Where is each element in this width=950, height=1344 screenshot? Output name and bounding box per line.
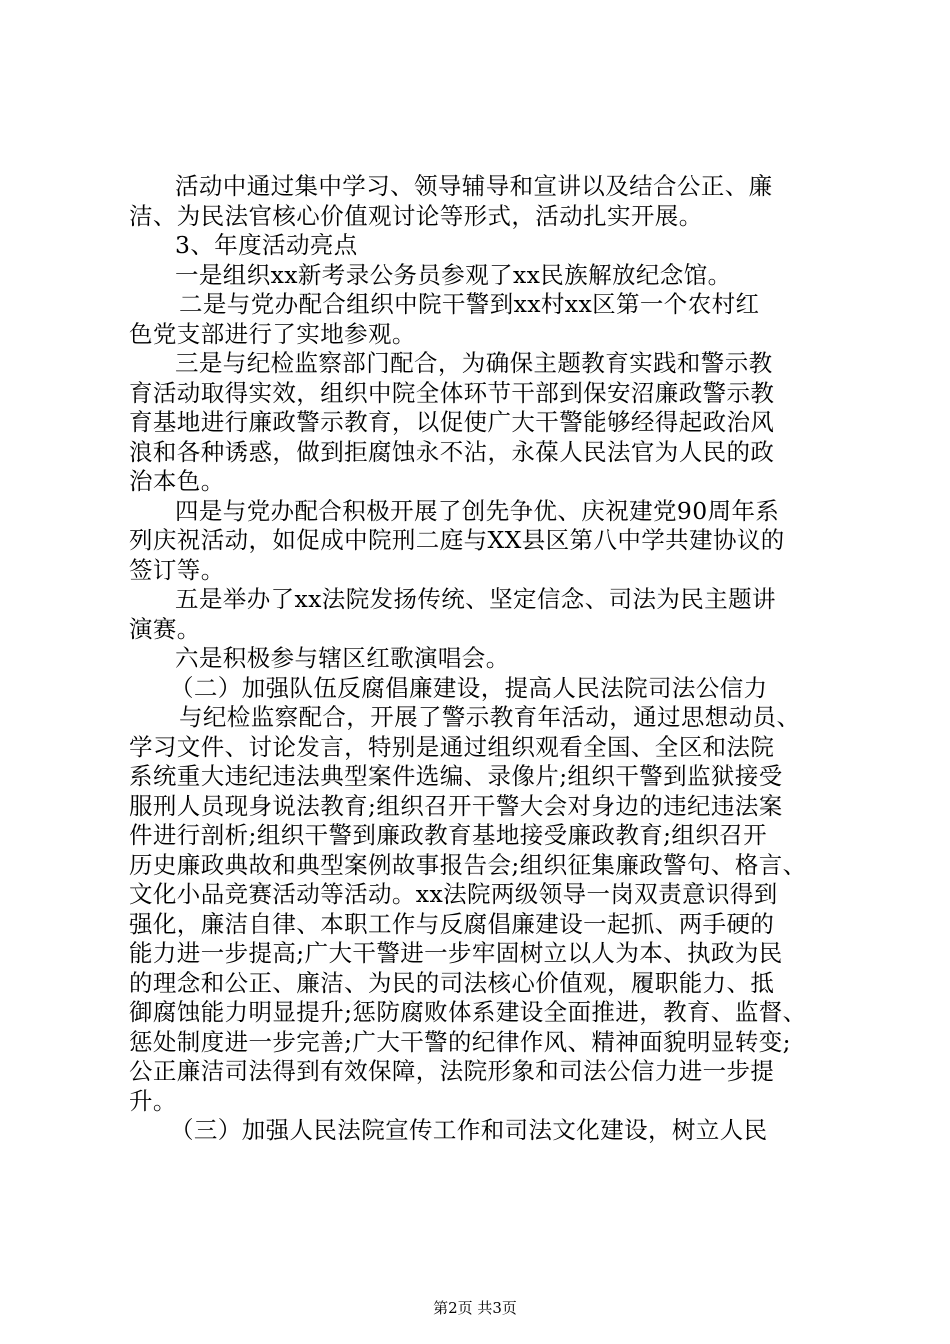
text-line: 强化，廉洁自律、本职工作与反腐倡廉建设一起抓、两手硬的 — [129, 909, 775, 938]
text-line: 演赛。 — [129, 614, 201, 643]
text-line: 公正廉洁司法得到有效保障，法院形象和司法公信力进一步提 — [129, 1057, 775, 1085]
text-line: 签订等。 — [129, 555, 225, 584]
text-line: 三是与纪检监察部门配合，为确保主题教育实践和警示教 — [175, 349, 773, 377]
text-line: （二）加强队伍反腐倡廉建设，提高人民法院司法公信力 — [170, 673, 768, 702]
text-line: 育活动取得实效，组织中院全体环节干部到保安沼廉政警示教 — [129, 378, 775, 407]
text-line: 列庆祝活动，如促成中院刑二庭与XX县区第八中学共建协议的 — [129, 526, 785, 554]
text-line: 学习文件、讨论发言，特别是通过组织观看全国、全区和法院 — [129, 732, 775, 761]
text-line: 件进行剖析;组织干警到廉政教育基地接受廉政教育;组织召开 — [129, 821, 768, 849]
text-line: 3、年度活动亮点 — [175, 231, 358, 259]
text-line: 文化小品竞赛活动等活动。xx法院两级领导一岗双责意识得到 — [129, 880, 778, 908]
text-line: 五是举办了xx法院发扬传统、坚定信念、司法为民主题讲 — [175, 585, 776, 613]
text-line: 的理念和公正、廉洁、为民的司法核心价值观，履职能力、抵 — [129, 968, 775, 997]
text-line: 能力进一步提高;广大干警进一步牢固树立以人为本、执政为民 — [129, 939, 783, 967]
text-line: 治本色。 — [129, 467, 225, 495]
page-footer — [0, 1298, 950, 1318]
text-line: （三）加强人民法院宣传工作和司法文化建设，树立人民 — [170, 1116, 768, 1144]
text-line: 洁、为民法官核心价值观讨论等形式，活动扎实开展。 — [129, 201, 703, 230]
text-line: 育基地进行廉政警示教育，以促使广大干警能够经得起政治风 — [129, 408, 775, 436]
text-line: 浪和各种诱惑，做到拒腐蚀永不沾，永葆人民法官为人民的政 — [129, 437, 775, 466]
text-line: 御腐蚀能力明显提升;惩防腐败体系建设全面推进，教育、监督、 — [129, 998, 807, 1026]
text-line: 六是积极参与辖区红歌演唱会。 — [175, 644, 510, 672]
text-line: 服刑人员现身说法教育;组织召开干警大会对身边的违纪违法案 — [129, 791, 783, 820]
text-line: 色党支部进行了实地参观。 — [129, 319, 416, 348]
text-line: 与纪检监察配合，开展了警示教育年活动，通过思想动员、 — [179, 703, 801, 731]
text-line: 系统重大违纪违法典型案件选编、录像片;组织干警到监狱接受 — [129, 762, 783, 790]
text-line: 历史廉政典故和典型案例故事报告会;组织征集廉政警句、格言、 — [129, 850, 807, 879]
text-line: 四是与党办配合积极开展了创先争优、庆祝建党90周年系 — [175, 496, 780, 525]
text-line: 二是与党办配合组织中院干警到xx村xx区第一个农村红 — [179, 290, 760, 318]
document-body — [129, 172, 829, 1146]
page-number-label: 第2页 共3页 — [433, 1299, 517, 1317]
text-line: 升。 — [129, 1086, 177, 1115]
text-line: 惩处制度进一步完善;广大干警的纪律作风、精神面貌明显转变; — [129, 1027, 791, 1056]
text-line: 一是组织xx新考录公务员参观了xx民族解放纪念馆。 — [175, 260, 732, 289]
text-line: 活动中通过集中学习、领导辅导和宣讲以及结合公正、廉 — [175, 172, 773, 200]
